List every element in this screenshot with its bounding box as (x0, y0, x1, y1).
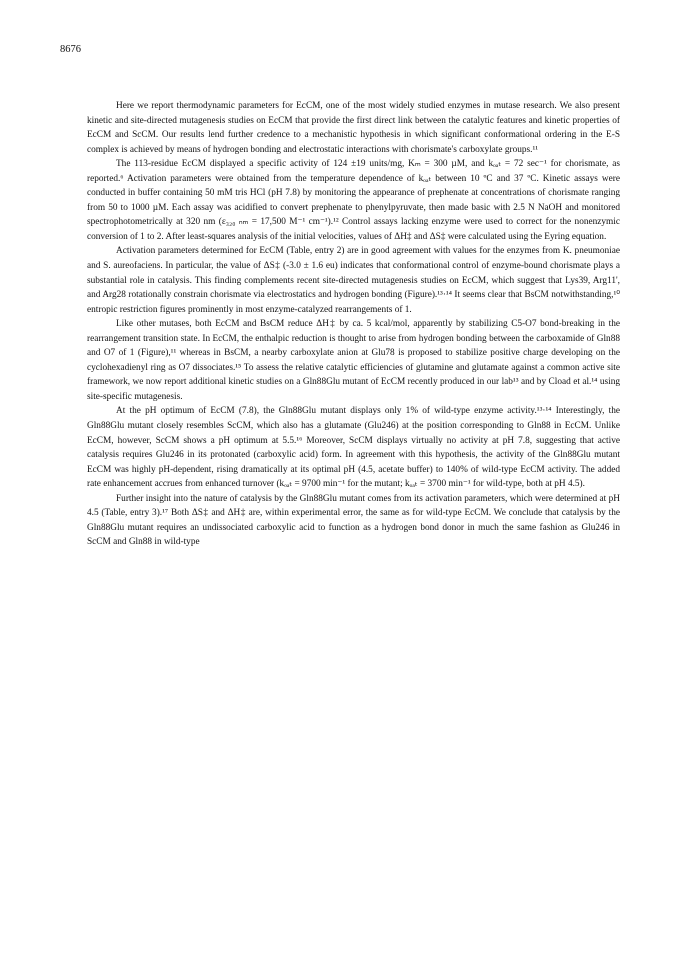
page-number: 8676 (60, 44, 81, 55)
paragraph-intro: Here we report thermodynamic parameters for EcCM, one of the most widely studied enzymes in mutase research. We also present kinetic and site-directed mutagenesis studies on EcCM that provide the first direct link between the catalytic features and kinetic properties of EcCM and ScCM. Our results lend further credence to a mechanistic hypothesis in which significant conformational ordering in the E-S complex is achieved by means of hydrogen bonding and electrostatic interactions with chorismate's carboxylate groups.¹¹ (87, 101, 620, 155)
paragraph-activation-parameters: Activation parameters determined for EcCM (Table, entry 2) are in good agreement with values for the enzymes from K. pneumoniae and S. aureofaciens. In particular, the value of ΔS‡ (-3.0 ± 1.6 eu) indicates that conformational control of enzyme-bound chorismate plays a substantial role in catalysis. This finding complements recent site-directed mutagenesis studies on EcCM, which suggest that Lys39, Arg11', and Arg28 rotationally constrain chorismate via electrostatics and hydrogen bonding (Figure).¹³·¹⁴ It seems clear that BsCM notwithstanding,¹⁰ entropic restriction figures prominently in most enzyme-catalyzed rearrangements of 1. (87, 246, 620, 315)
body-text (87, 99, 620, 550)
paragraph-kinetics: The 113-residue EcCM displayed a specific activity of 124 ±19 units/mg, Kₘ = 300 µM, and kₒₐₜ = 72 sec⁻¹ for chorismate, as reported.⁶ Activation parameters were obtained from the temperature dependence of kₒₐₜ between 10 ºC and 37 ºC. Kinetic assays were conducted in buffer containing 50 mM tris HCl (pH 7.8) by monitoring the appearance of prephenate at concentrations of chorismate ranging from 50 to 1000 µM. Each assay was acidified to convert prephenate to phenylpyruvate, then made basic with 2.5 N NaOH and monitored spectrophotometrically at 320 nm (ε₃₂₀ ₙₘ = 17,500 M⁻¹ cm⁻¹).¹² Control assays lacking enzyme were used to correct for the nonenzymic conversion of 1 to 2. After least-squares analysis of the initial velocities, values of ΔH‡ and ΔS‡ were calculated using the Eyring equation. (87, 159, 620, 242)
paragraph-further-insight: Further insight into the nature of catalysis by the Gln88Glu mutant comes from its activation parameters, which were determined at pH 4.5 (Table, entry 3).¹⁷ Both ΔS‡ and ΔH‡ are, within experimental error, the same as for wild-type EcCM. We conclude that catalysis by the Gln88Glu mutant requires an undissociated carboxylic acid to function as a hydrogen bond donor in much the same fashion as Glu246 in ScCM and Gln88 in wild-type (87, 493, 620, 548)
paragraph-ph-optimum: At the pH optimum of EcCM (7.8), the Gln88Glu mutant displays only 1% of wild-type enzyme activity.¹³·¹⁴ Interestingly, the Gln88Glu mutant closely resembles ScCM, which also has a glutamate (Glu246) at the position corresponding to Gln88 in EcCM. Unlike EcCM, however, ScCM shows a pH optimum at 5.5.¹⁶ Moreover, ScCM displays virtually no activity at pH 7.8, suggesting that active catalysis requires Glu246 in its protonated (carboxylic acid) form. In agreement with this hypothesis, the activity of the Gln88Glu mutant EcCM was highly pH-dependent, rising dramatically at its optimal pH (4.5, acetate buffer) to 140% of wild-type EcCM activity. The added rate enhancement accrues from enhanced turnover (kₒₐₜ = 9700 min⁻¹ for the mutant; kₒₐₜ = 3700 min⁻¹ for wild-type, both at pH 4.5). (87, 406, 620, 490)
paragraph-enthalpic-reduction: Like other mutases, both EcCM and BsCM reduce ΔH‡ by ca. 5 kcal/mol, apparently by stabilizing C5-O7 bond-breaking in the rearrangement transition state. In EcCM, the enthalpic reduction is thought to arise from hydrogen bonding between the carboxamide of Gln88 and O7 of 1 (Figure),¹¹ whereas in BsCM, a nearby carboxylate anion at Glu78 is proposed to stabilize positive charge developing on the cyclohexadienyl ring as O7 dissociates.¹⁵ To assess the relative catalytic efficiencies of glutamine and glutamate against a common active site framework, we now report additional kinetic studies on a Gln88Glu mutant of EcCM recently produced in our lab¹³ and by Cload et al.¹⁴ using site-specific mutagenesis. (87, 319, 620, 402)
